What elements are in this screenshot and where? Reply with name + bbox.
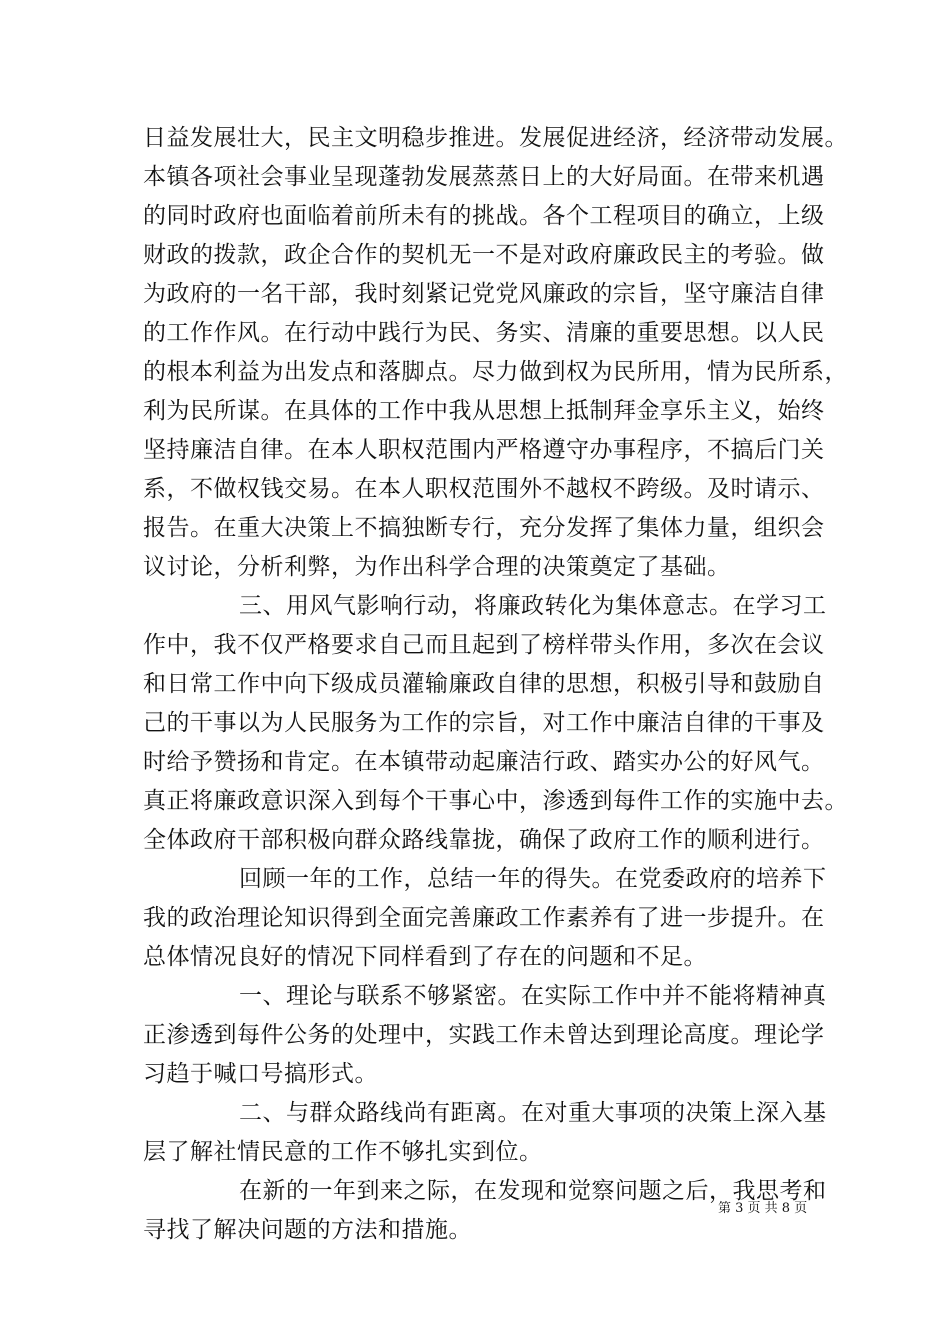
text-line: 利为民所谋。在具体的工作中我从思想上抵制拜金享乐主义，始终	[143, 398, 825, 424]
text-line: 的根本利益为出发点和落脚点。尽力做到权为民所用，情为民所系，	[143, 359, 848, 385]
text-line: 真正将廉政意识深入到每个干事心中，渗透到每件工作的实施中去。	[143, 788, 848, 814]
text-line: 寻找了解决问题的方法和措施。	[143, 1217, 472, 1243]
text-line: 二、与群众路线尚有距离。在对重大事项的决策上深入基	[239, 1100, 827, 1126]
text-line: 财政的拨款，政企合作的契机无一不是对政府廉政民主的考验。做	[143, 242, 825, 268]
text-line: 回顾一年的工作，总结一年的得失。在党委政府的培养下	[239, 866, 827, 892]
text-line: 报告。在重大决策上不搞独断专行，充分发挥了集体力量，组织会	[143, 515, 825, 541]
text-line: 全体政府干部积极向群众路线靠拢，确保了政府工作的顺利进行。	[143, 827, 825, 853]
text-line: 一、理论与联系不够紧密。在实际工作中并不能将精神真	[239, 983, 827, 1009]
text-line: 总体情况良好的情况下同样看到了存在的问题和不足。	[143, 944, 707, 970]
text-line: 正渗透到每件公务的处理中，实践工作未曾达到理论高度。理论学	[143, 1022, 825, 1048]
text-line: 在新的一年到来之际，在发现和觉察问题之后，我思考和	[239, 1178, 827, 1204]
text-line: 议讨论，分析利弊，为作出科学合理的决策奠定了基础。	[143, 554, 731, 580]
text-line: 习趋于喊口号搞形式。	[143, 1061, 378, 1087]
text-line: 为政府的一名干部，我时刻紧记党党风廉政的宗旨，坚守廉洁自律	[143, 281, 825, 307]
text-line: 时给予赞扬和肯定。在本镇带动起廉洁行政、踏实办公的好风气。	[143, 749, 825, 775]
text-line: 作中，我不仅严格要求自己而且起到了榜样带头作用，多次在会议	[143, 632, 825, 658]
document-body	[143, 119, 848, 1250]
text-line: 我的政治理论知识得到全面完善廉政工作素养有了进一步提升。在	[143, 905, 825, 931]
text-line: 己的干事以为人民服务为工作的宗旨，对工作中廉洁自律的干事及	[143, 710, 825, 736]
page-number-footer: 第 3 页 共 8 页	[718, 1201, 808, 1216]
text-line: 和日常工作中向下级成员灌输廉政自律的思想，积极引导和鼓励自	[143, 671, 825, 697]
text-line: 系，不做权钱交易。在本人职权范围外不越权不跨级。及时请示、	[143, 476, 825, 502]
text-line: 的同时政府也面临着前所未有的挑战。各个工程项目的确立，上级	[143, 203, 825, 229]
text-line: 的工作作风。在行动中践行为民、务实、清廉的重要思想。以人民	[143, 320, 825, 346]
text-line: 坚持廉洁自律。在本人职权范围内严格遵守办事程序，不搞后门关	[143, 437, 825, 463]
text-line: 本镇各项社会事业呈现蓬勃发展蒸蒸日上的大好局面。在带来机遇	[143, 164, 825, 190]
text-line: 日益发展壮大，民主文明稳步推进。发展促进经济，经济带动发展。	[143, 125, 848, 151]
text-line: 三、用风气影响行动，将廉政转化为集体意志。在学习工	[239, 593, 827, 619]
text-line: 层了解社情民意的工作不够扎实到位。	[143, 1139, 543, 1165]
